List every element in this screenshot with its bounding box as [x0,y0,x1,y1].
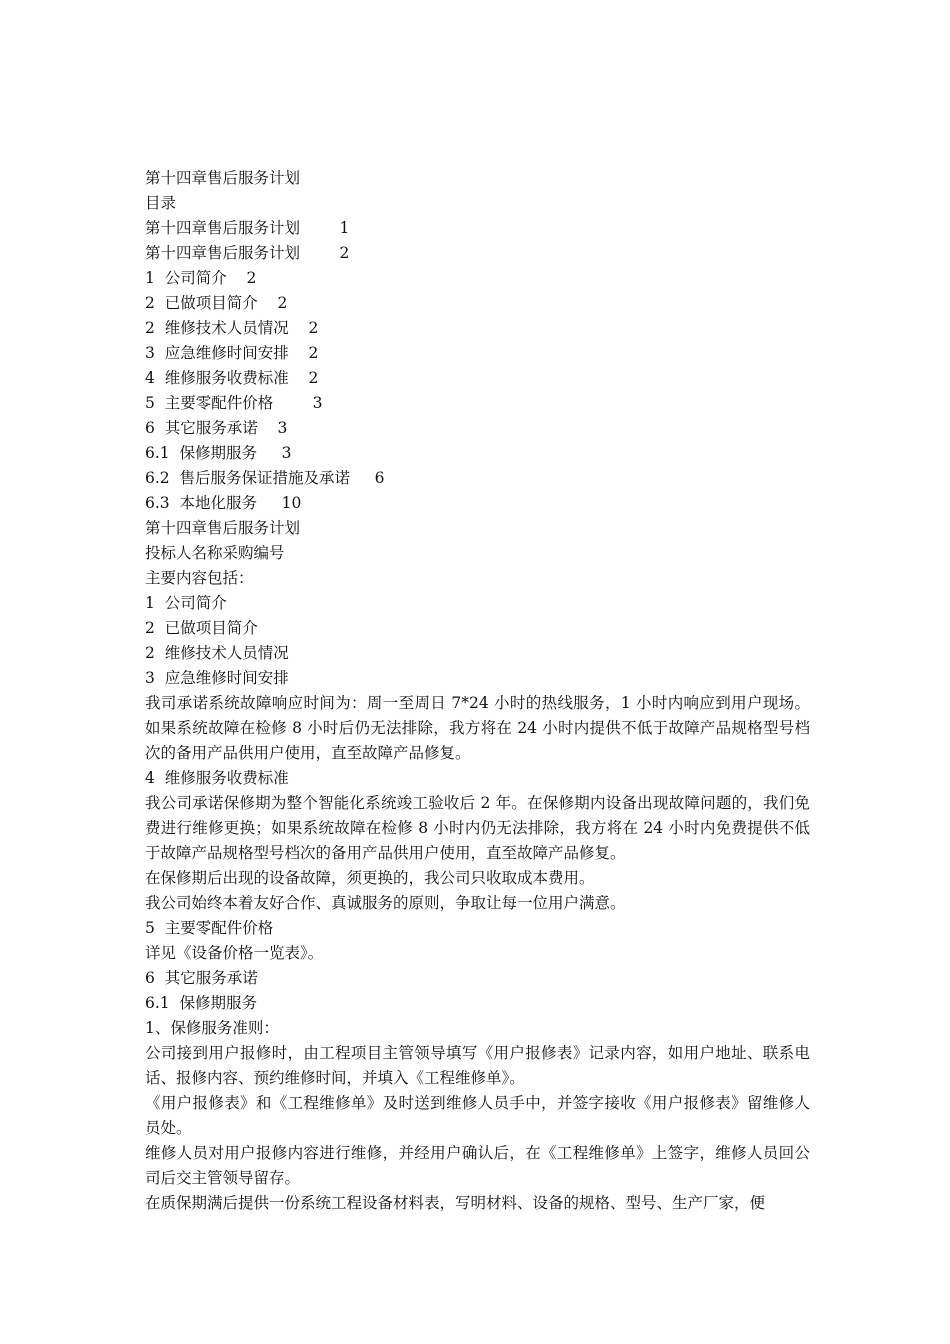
toc-entry-page: 2 [277,294,288,312]
body-line: 6.1 保修期服务 [145,994,258,1012]
toc-entry-page: 2 [339,244,350,262]
body-paragraph: 我公司承诺保修期为整个智能化系统竣工验收后 2 年。在保修期内设备出现故障问题的，我们免费进行维修更换；如果系统故障在检修 8 小时内仍无法排除，我方将在 24 小时内免费提供不低于故障产品规格型号档次的备用产品供用户使用，直至故障产品修复。 [145,794,810,862]
toc-entry[interactable] [145,341,810,366]
toc-entry-gap [289,341,309,366]
body-line: 第十四章售后服务计划 [145,519,301,537]
toc-entry-gap [258,416,278,441]
body-line: 5 主要零配件价格 [145,919,274,937]
toc-entry-page: 6 [374,469,385,487]
toc-entry-gap [273,391,312,416]
toc-entry-title: 6.2 售后服务保证措施及承诺 [145,469,351,487]
toc-title: 目录 [145,194,177,212]
document-heading: 第十四章售后服务计划 [145,169,301,187]
document-page [145,166,810,1216]
toc-entry[interactable] [145,366,810,391]
body-line: 1 公司简介 [145,594,227,612]
toc-entry-page: 3 [281,444,292,462]
toc-entry-page: 10 [281,494,302,512]
toc-entry-title: 3 应急维修时间安排 [145,344,289,362]
toc-entry-page: 2 [246,269,257,287]
toc-entry-page: 3 [277,419,288,437]
toc-entry-title: 5 主要零配件价格 [145,394,274,412]
body-line: 1、保修服务准则： [145,1019,279,1037]
toc-entry-title: 第十四章售后服务计划 [145,244,301,262]
toc-entry[interactable] [145,291,810,316]
toc-entry-title: 第十四章售后服务计划 [145,219,301,237]
toc-entry-title: 6 其它服务承诺 [145,419,258,437]
body-line: 2 已做项目简介 [145,619,258,637]
toc-entry-title: 6.1 保修期服务 [145,444,258,462]
toc-entry[interactable] [145,316,810,341]
toc-entry-gap [289,316,309,341]
table-of-contents [145,216,810,516]
body-paragraph: 在保修期后出现的设备故障，须更换的，我公司只收取成本费用。 [145,869,595,887]
body-line: 3 应急维修时间安排 [145,669,289,687]
document-body [145,516,810,1216]
toc-entry[interactable] [145,241,810,266]
toc-entry-page: 3 [312,394,323,412]
body-paragraph: 我公司始终本着友好合作、真诚服务的原则，争取让每一位用户满意。 [145,894,626,912]
body-paragraph: 《用户报修表》和《工程维修单》及时送到维修人员手中，并签字接收《用户报修表》留维修人员处。 [145,1094,810,1137]
toc-entry-page: 2 [308,319,319,337]
body-line: 4 维修服务收费标准 [145,769,289,787]
toc-entry[interactable] [145,266,810,291]
toc-entry[interactable] [145,466,810,491]
body-paragraph: 我司承诺系统故障响应时间为：周一至周日 7*24 小时的热线服务，1 小时内响应到用户现场。如果系统故障在检修 8 小时后仍无法排除，我方将在 24 小时内提供不低于故障产品规格型号档次的备用产品供用户使用，直至故障产品修复。 [145,694,810,762]
toc-entry-title: 1 公司简介 [145,269,227,287]
toc-entry-page: 2 [308,369,319,387]
toc-entry-title: 2 维修技术人员情况 [145,319,289,337]
body-line: 详见《设备价格一览表》。 [145,944,324,962]
toc-entry[interactable] [145,491,810,516]
toc-entry[interactable] [145,391,810,416]
body-line: 6 其它服务承诺 [145,969,258,987]
body-paragraph: 公司接到用户报修时，由工程项目主管领导填写《用户报修表》记录内容，如用户地址、联系电话、报修内容、预约维修时间，并填入《工程维修单》。 [145,1044,810,1087]
toc-entry-gap [350,466,375,491]
toc-entry-gap [257,441,282,466]
toc-entry-gap [258,291,278,316]
body-line: 2 维修技术人员情况 [145,644,289,662]
toc-entry[interactable] [145,416,810,441]
toc-entry-gap [257,491,282,516]
toc-entry-gap [289,366,309,391]
toc-entry[interactable] [145,216,810,241]
toc-entry[interactable] [145,441,810,466]
body-paragraph: 维修人员对用户报修内容进行维修，并经用户确认后，在《工程维修单》上签字，维修人员回公司后交主管领导留存。 [145,1144,810,1187]
toc-entry-gap [300,216,339,241]
toc-entry-title: 2 已做项目简介 [145,294,258,312]
toc-entry-page: 1 [339,219,350,237]
toc-entry-title: 4 维修服务收费标准 [145,369,289,387]
body-line: 投标人名称采购编号 [145,544,285,562]
toc-entry-title: 6.3 本地化服务 [145,494,258,512]
toc-entry-gap [227,266,247,291]
toc-entry-gap [300,241,339,266]
body-line: 主要内容包括： [145,569,254,587]
toc-entry-page: 2 [308,344,319,362]
body-paragraph: 在质保期满后提供一份系统工程设备材料表，写明材料、设备的规格、型号、生产厂家，便 [145,1194,766,1212]
